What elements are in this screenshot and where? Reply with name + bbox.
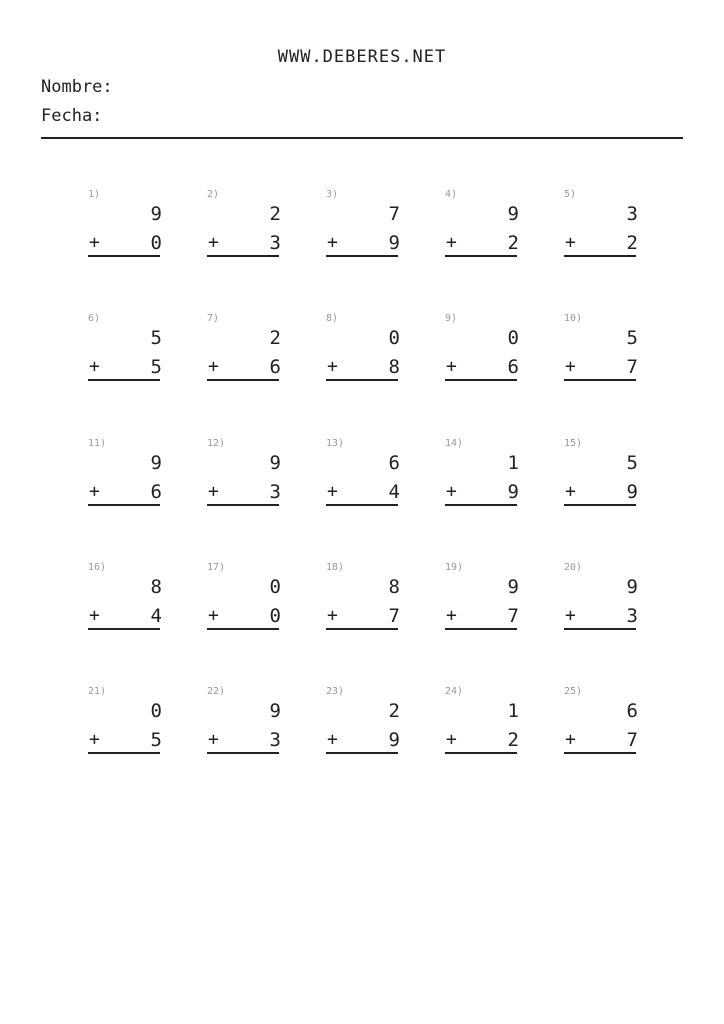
problem-number: 8) bbox=[326, 313, 339, 324]
problem-number: 2) bbox=[207, 189, 220, 200]
problem-item bbox=[326, 686, 406, 766]
answer-line bbox=[445, 379, 517, 381]
problem-item bbox=[445, 313, 525, 393]
addend-top: 5 bbox=[150, 327, 162, 349]
addend-bottom: 9 bbox=[388, 729, 400, 751]
addend-top: 8 bbox=[150, 576, 162, 598]
addend-top: 2 bbox=[269, 327, 281, 349]
problem-item bbox=[326, 189, 406, 269]
plus-sign: + bbox=[208, 356, 219, 377]
addend-top: 0 bbox=[150, 700, 162, 722]
problem-item bbox=[564, 438, 644, 518]
plus-sign: + bbox=[565, 605, 576, 626]
addend-top: 5 bbox=[626, 327, 638, 349]
answer-line bbox=[326, 752, 398, 754]
problem-number: 17) bbox=[207, 562, 226, 573]
problem-number: 23) bbox=[326, 686, 345, 697]
problem-number: 6) bbox=[88, 313, 101, 324]
problem-number: 18) bbox=[326, 562, 345, 573]
plus-sign: + bbox=[208, 605, 219, 626]
problem-number: 24) bbox=[445, 686, 464, 697]
addend-bottom: 3 bbox=[269, 729, 281, 751]
plus-sign: + bbox=[327, 356, 338, 377]
problem-number: 9) bbox=[445, 313, 458, 324]
addend-top: 0 bbox=[269, 576, 281, 598]
answer-line bbox=[207, 379, 279, 381]
addend-bottom: 6 bbox=[150, 481, 162, 503]
plus-sign: + bbox=[208, 729, 219, 750]
addend-bottom: 0 bbox=[150, 232, 162, 254]
plus-sign: + bbox=[565, 481, 576, 502]
problem-number: 7) bbox=[207, 313, 220, 324]
addend-bottom: 3 bbox=[269, 232, 281, 254]
problem-number: 13) bbox=[326, 438, 345, 449]
problem-item bbox=[207, 438, 287, 518]
addend-top: 0 bbox=[388, 327, 400, 349]
answer-line bbox=[88, 752, 160, 754]
site-title: WWW.DEBERES.NET bbox=[277, 47, 447, 67]
plus-sign: + bbox=[327, 605, 338, 626]
problem-item bbox=[207, 189, 287, 269]
answer-line bbox=[564, 504, 636, 506]
problem-item bbox=[445, 189, 525, 269]
plus-sign: + bbox=[446, 605, 457, 626]
answer-line bbox=[88, 628, 160, 630]
answer-line bbox=[207, 255, 279, 257]
addend-bottom: 6 bbox=[507, 356, 519, 378]
addend-bottom: 7 bbox=[507, 605, 519, 627]
addend-top: 9 bbox=[507, 203, 519, 225]
addend-bottom: 7 bbox=[388, 605, 400, 627]
addend-bottom: 3 bbox=[626, 605, 638, 627]
problem-number: 14) bbox=[445, 438, 464, 449]
problem-item bbox=[445, 438, 525, 518]
problem-item bbox=[88, 313, 168, 393]
problem-number: 11) bbox=[88, 438, 107, 449]
addend-top: 1 bbox=[507, 452, 519, 474]
addend-bottom: 5 bbox=[150, 729, 162, 751]
name-label: Nombre: bbox=[41, 77, 113, 97]
addend-top: 0 bbox=[507, 327, 519, 349]
problem-item bbox=[88, 686, 168, 766]
plus-sign: + bbox=[327, 729, 338, 750]
answer-line bbox=[445, 628, 517, 630]
problem-number: 16) bbox=[88, 562, 107, 573]
addend-bottom: 3 bbox=[269, 481, 281, 503]
addend-bottom: 9 bbox=[388, 232, 400, 254]
answer-line bbox=[564, 379, 636, 381]
addend-bottom: 2 bbox=[507, 729, 519, 751]
problem-item bbox=[564, 313, 644, 393]
addend-top: 9 bbox=[507, 576, 519, 598]
problem-item bbox=[326, 438, 406, 518]
problem-item bbox=[564, 189, 644, 269]
answer-line bbox=[326, 379, 398, 381]
header-divider bbox=[41, 137, 683, 139]
plus-sign: + bbox=[446, 729, 457, 750]
problem-item bbox=[326, 562, 406, 642]
addend-top: 3 bbox=[626, 203, 638, 225]
answer-line bbox=[207, 504, 279, 506]
answer-line bbox=[207, 752, 279, 754]
answer-line bbox=[445, 255, 517, 257]
problem-item bbox=[445, 686, 525, 766]
plus-sign: + bbox=[446, 356, 457, 377]
problem-number: 19) bbox=[445, 562, 464, 573]
plus-sign: + bbox=[565, 356, 576, 377]
addend-top: 1 bbox=[507, 700, 519, 722]
answer-line bbox=[88, 255, 160, 257]
answer-line bbox=[445, 752, 517, 754]
plus-sign: + bbox=[89, 232, 100, 253]
addend-top: 2 bbox=[388, 700, 400, 722]
addend-top: 9 bbox=[626, 576, 638, 598]
problem-item bbox=[564, 686, 644, 766]
addend-top: 9 bbox=[150, 452, 162, 474]
addend-top: 5 bbox=[626, 452, 638, 474]
problem-number: 3) bbox=[326, 189, 339, 200]
problem-number: 21) bbox=[88, 686, 107, 697]
addend-bottom: 4 bbox=[150, 605, 162, 627]
addend-top: 7 bbox=[388, 203, 400, 225]
addend-top: 9 bbox=[269, 452, 281, 474]
plus-sign: + bbox=[565, 232, 576, 253]
plus-sign: + bbox=[327, 232, 338, 253]
addend-top: 9 bbox=[150, 203, 162, 225]
plus-sign: + bbox=[446, 481, 457, 502]
addend-bottom: 4 bbox=[388, 481, 400, 503]
addend-top: 6 bbox=[388, 452, 400, 474]
answer-line bbox=[88, 504, 160, 506]
problem-number: 10) bbox=[564, 313, 583, 324]
answer-line bbox=[326, 255, 398, 257]
addend-bottom: 0 bbox=[269, 605, 281, 627]
plus-sign: + bbox=[327, 481, 338, 502]
problem-item bbox=[207, 562, 287, 642]
answer-line bbox=[88, 379, 160, 381]
problem-number: 25) bbox=[564, 686, 583, 697]
addend-bottom: 9 bbox=[626, 481, 638, 503]
answer-line bbox=[445, 504, 517, 506]
addend-top: 9 bbox=[269, 700, 281, 722]
addend-bottom: 7 bbox=[626, 356, 638, 378]
problem-number: 15) bbox=[564, 438, 583, 449]
problem-item bbox=[88, 438, 168, 518]
problem-item bbox=[564, 562, 644, 642]
answer-line bbox=[564, 255, 636, 257]
problem-number: 20) bbox=[564, 562, 583, 573]
problem-item bbox=[326, 313, 406, 393]
plus-sign: + bbox=[208, 232, 219, 253]
addend-top: 2 bbox=[269, 203, 281, 225]
addend-bottom: 5 bbox=[150, 356, 162, 378]
plus-sign: + bbox=[89, 729, 100, 750]
answer-line bbox=[564, 752, 636, 754]
addend-bottom: 9 bbox=[507, 481, 519, 503]
problem-number: 4) bbox=[445, 189, 458, 200]
addend-bottom: 2 bbox=[507, 232, 519, 254]
answer-line bbox=[564, 628, 636, 630]
problem-number: 12) bbox=[207, 438, 226, 449]
plus-sign: + bbox=[208, 481, 219, 502]
problem-item bbox=[88, 189, 168, 269]
addend-top: 6 bbox=[626, 700, 638, 722]
problem-item bbox=[445, 562, 525, 642]
plus-sign: + bbox=[89, 356, 100, 377]
addend-top: 8 bbox=[388, 576, 400, 598]
addend-bottom: 7 bbox=[626, 729, 638, 751]
date-label: Fecha: bbox=[41, 106, 103, 126]
answer-line bbox=[326, 504, 398, 506]
problem-item bbox=[207, 686, 287, 766]
plus-sign: + bbox=[446, 232, 457, 253]
plus-sign: + bbox=[565, 729, 576, 750]
problem-item bbox=[207, 313, 287, 393]
answer-line bbox=[207, 628, 279, 630]
addend-bottom: 8 bbox=[388, 356, 400, 378]
plus-sign: + bbox=[89, 605, 100, 626]
addend-bottom: 6 bbox=[269, 356, 281, 378]
problem-number: 5) bbox=[564, 189, 577, 200]
problem-number: 22) bbox=[207, 686, 226, 697]
plus-sign: + bbox=[89, 481, 100, 502]
problem-item bbox=[88, 562, 168, 642]
answer-line bbox=[326, 628, 398, 630]
problem-number: 1) bbox=[88, 189, 101, 200]
addend-bottom: 2 bbox=[626, 232, 638, 254]
